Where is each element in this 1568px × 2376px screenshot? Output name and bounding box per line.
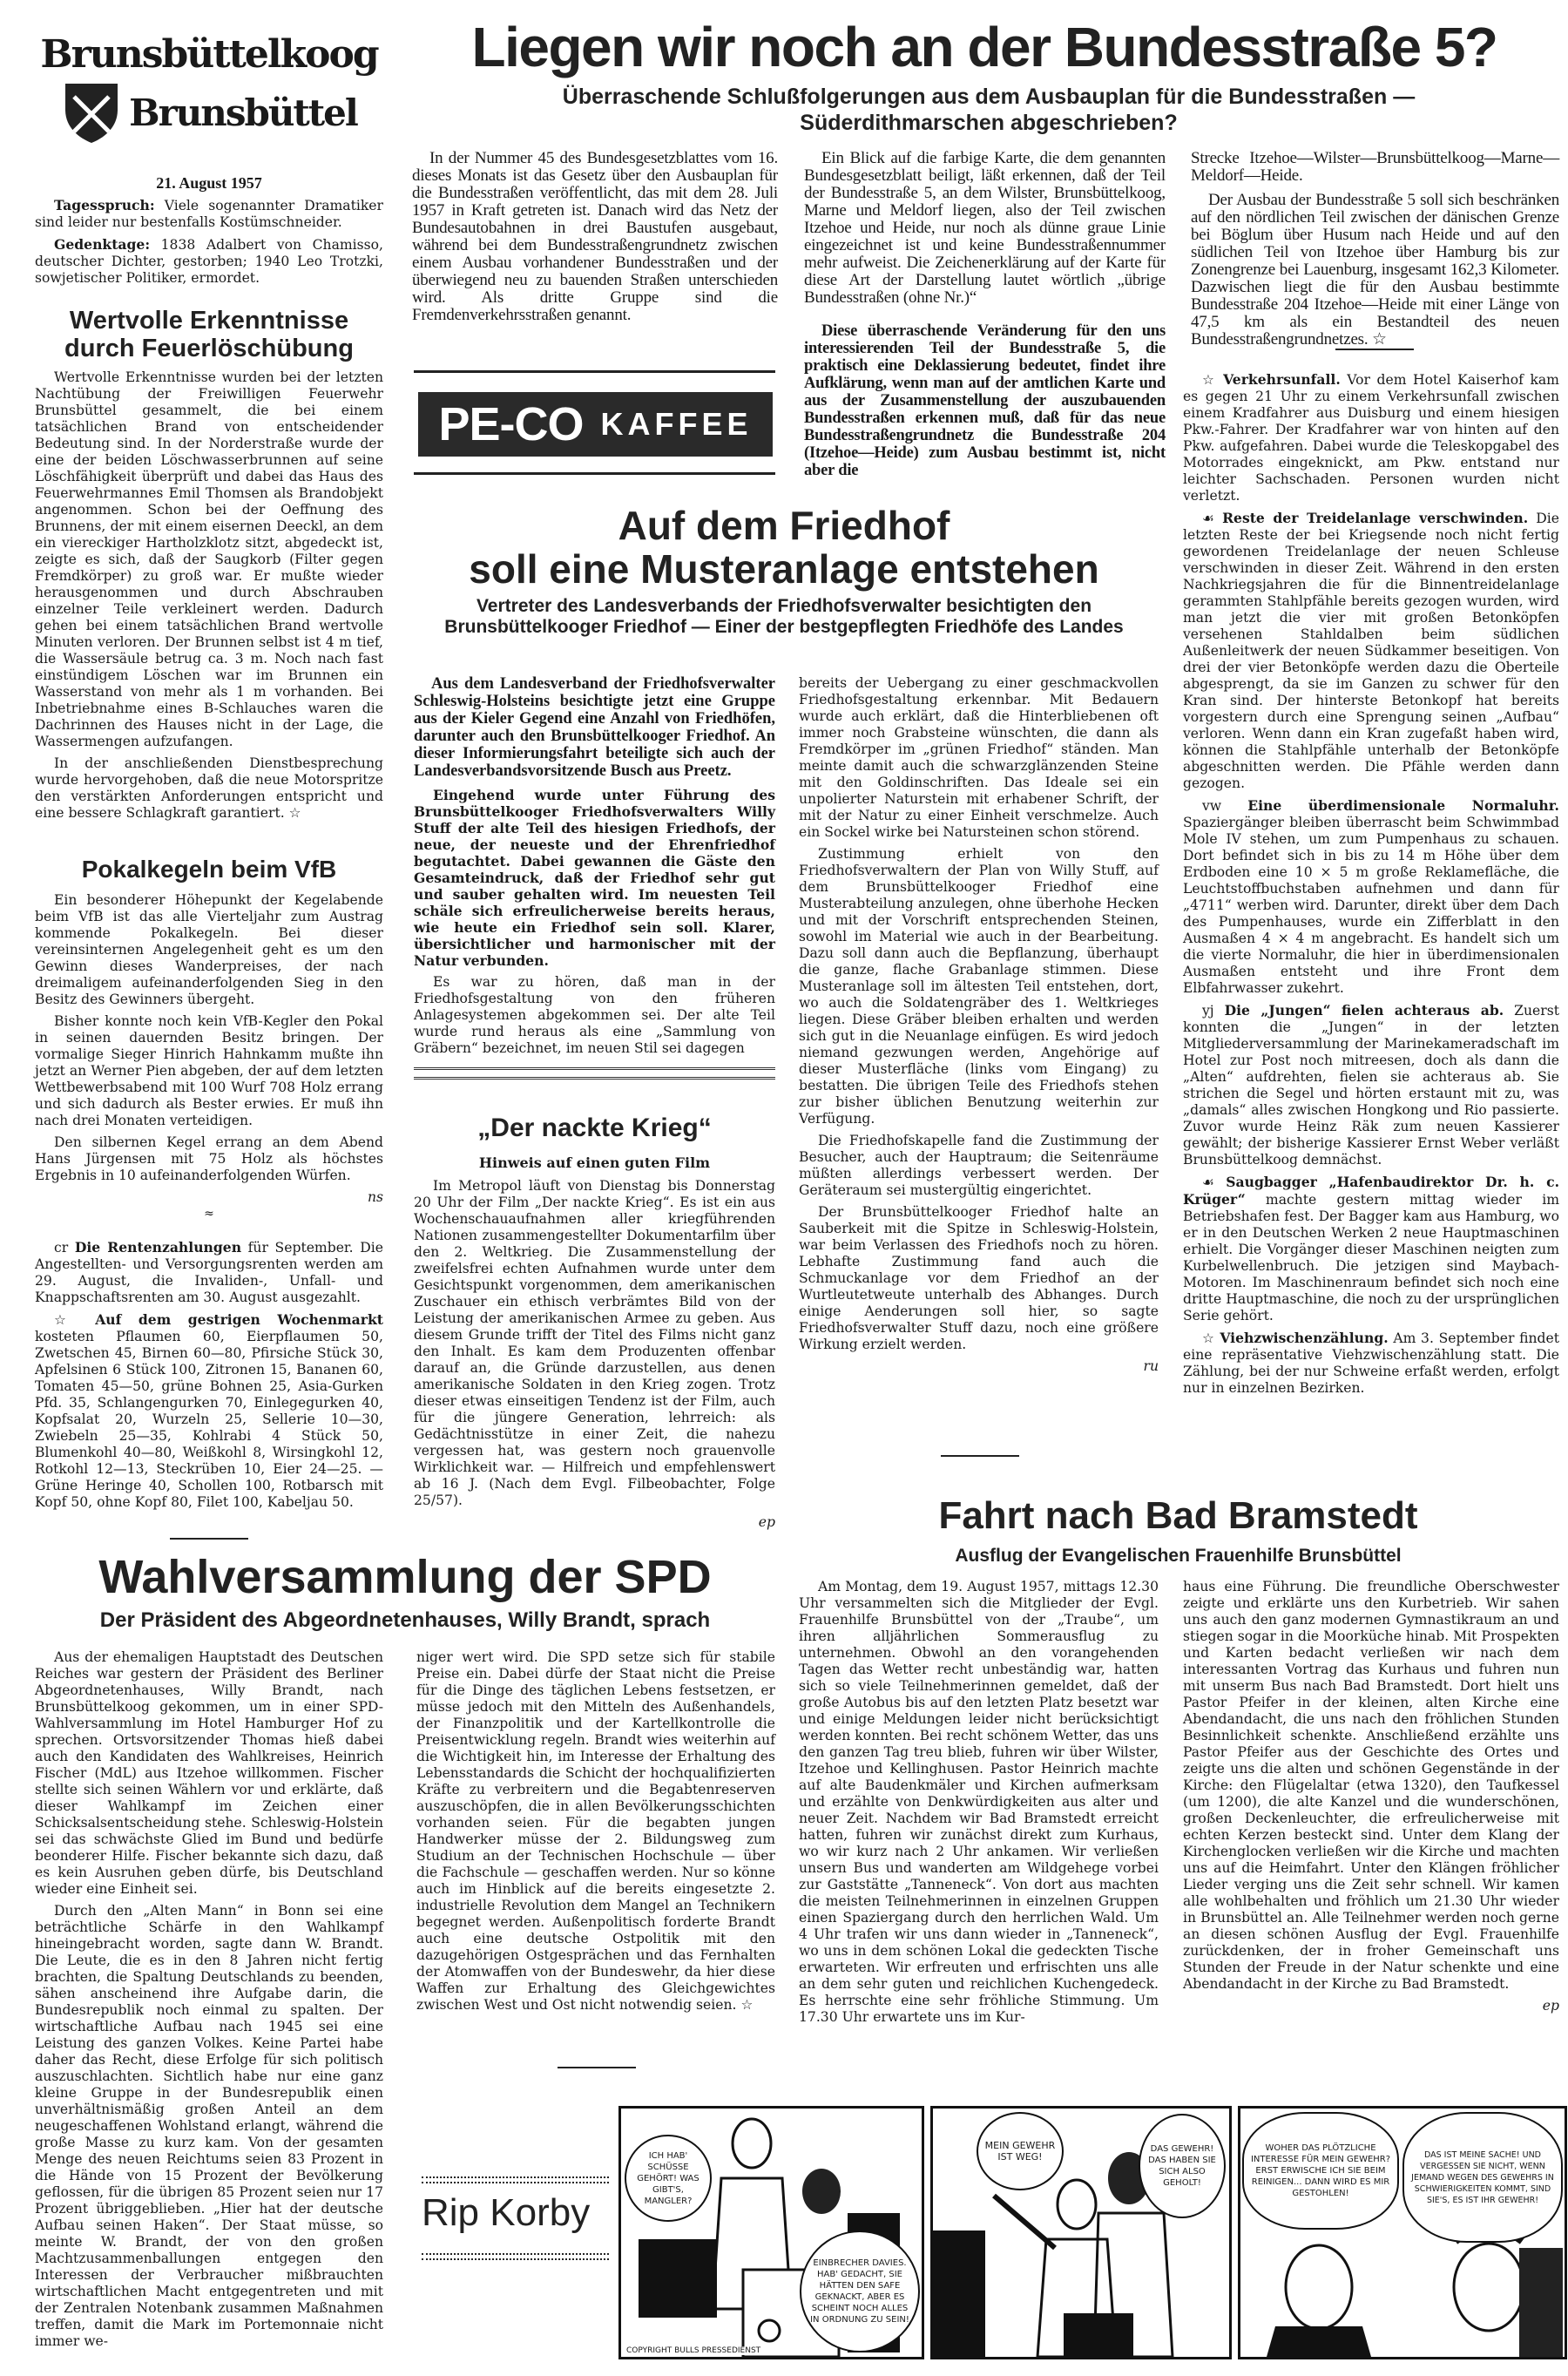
notice-lead: Die Rentenzahlungen	[74, 1239, 242, 1256]
notice-lead: Auf dem gestrigen Wochenmarkt	[95, 1311, 383, 1328]
film-headline: „Der nackte Krieg“	[477, 1114, 712, 1142]
wochenmarkt-notice	[35, 1311, 383, 1511]
notice-prefix: ☆	[1202, 1330, 1215, 1346]
paragraph: Ein besonderer Höhepunkt der Kegelabende beim VfB ist das alle Vierteljahr zum Austrag kommende Pokalkegeln. Bei dieser vereinsinternen Angelegenheit geht es um den Gewinn dieses Wanderpreises, der nach dreimaligem aufeinanderfolgenden Sieg in den Besitz des Gewinners übergeht.	[35, 892, 383, 1007]
local-notice	[1183, 1002, 1559, 1168]
comic-title: Rip Korby	[422, 2191, 591, 2234]
film-article	[414, 1178, 775, 1531]
tagesspruch	[35, 197, 383, 292]
masthead-line1: Brunsbüttelkoog	[40, 32, 378, 77]
film-subheadline: Hinweis auf einen guten Film	[478, 1154, 711, 1171]
notice-lead: Eine überdimensionale Normaluhr.	[1247, 797, 1559, 814]
lead-col-3	[1191, 150, 1559, 355]
paragraph: Der Ausbau der Bundesstraße 5 soll sich beschränken auf den nördlichen Teil zwischen der dänischen Grenze bei Böglum über Husum nach Heide und auf den südlichen Teil von Itzehoe über Hamburg bis zur Zonengrenze bei Lauenburg, insgesamt 162,3 Kilometer. Dazwischen liegt die für den Ausbau bestimmte Bundesstraße 204 Itzehoe—Heide mit einer Länge von 47,5 km als ein Bestandteil des neuen Bundesstraßengrundnetzes. ☆	[1191, 191, 1559, 349]
notice-text: Zuerst konnten die „Jungen“ in der letzten Mitgliederversammlung der Marinekameradschaft im Hotel zur Post noch mitreesen, doch als dann die „Alten“ aufdrehten, fielen sie achteraus ab. Sie strichen die Segel und hörten erstaunt mit zu, was „damals“ alles zwischen Hongkong und Rio passierte. Zuvor wurde Heinz Räk zum neuen Kassierer gewählt; der bisherige Kassierer Ernst Weber verläßt Brunsbüttelkoog demnächst.	[1183, 1003, 1559, 1168]
gedenktage-text: 1838 Adalbert von Chamisso, deutscher Dichter, gestorben; 1940 Leo Trotzki, sowjetischer Politiker, ermordet.	[35, 237, 383, 286]
divider	[941, 1455, 1019, 1457]
coat-of-arms-icon	[61, 79, 122, 146]
headline-line: soll eine Musteranlage entstehen	[469, 546, 1099, 592]
friedhof-headline	[409, 504, 1159, 591]
masthead-logo	[35, 30, 383, 152]
speech-bubble: WOHER DAS PLÖTZLICHE INTERESSE FÜR MEIN GEWEHR? ERST ERWISCHE ICH SIE BEIM REINIGEN... DANN WIRD ES MIR GESTOHLEN!	[1242, 2112, 1399, 2230]
notice-prefix: ☆	[1202, 372, 1217, 388]
paragraph: Eingehend wurde unter Führung des Brunsbüttelkooger Friedhofsverwalters Willy Stuff der alte Teil des hiesigen Friedhofs, der neue, der neueste und der Ehrenfriedhof begutachtet. Dabei gewannen die Gäste den Gesamteindruck, daß der Friedhof sehr gut und sauber gehalten wird. Im neuesten Teil schäle sich erfreulicherweise bereits heraus, wie heute ein Friedhof sein soll. Klarer, übersichtlicher und harmonischer mit der Natur verbunden.	[414, 787, 775, 969]
friedhof-subheadline: Vertreter des Landesverbands der Friedhofsverwalter besichtigten den Brunsbüttelkooger Friedhof — Einer der bestgepflegten Friedhöfe des Landes	[444, 596, 1124, 637]
spd-subheadline: Der Präsident des Abgeordnetenhauses, Willy Brandt, sprach	[99, 1608, 711, 1632]
notice-prefix: yj	[1202, 1003, 1214, 1019]
author-signature: ru	[1143, 1358, 1159, 1374]
bramstedt-subheadline: Ausflug der Evangelischen Frauenhilfe Brunsbüttel	[955, 1546, 1402, 1566]
local-notice	[1183, 797, 1559, 997]
feuerwehr-headline: Wertvolle Erkenntnisse durch Feuerlöschübung	[64, 307, 354, 362]
comic-panel-2	[930, 2106, 1232, 2359]
local-notice	[1183, 1174, 1559, 1324]
paragraph: Zustimmung erhielt von den Friedhofsverwaltern der Plan von Willy Stuff, auf dem Brunsbüttelkooger Friedhof eine Musterabteilung anzulegen, ohne überhohe Hecken und mit der Vorschrift entsprechenden Steinen, sowohl im Material wie auch in der Bearbeitung. Dazu soll dann auch die Bepflanzung, überhaupt die ganze, flache Grabanlage stimmen. Diese Musteranlage soll im ältesten Teil entstehen, dort, wo auch die Soldatengräber des 1. Weltkrieges liegen. Diese Gräber bleiben erhalten und werden sich gut in die Neuanlage einfügen. Es wird jedoch niemand gezwungen werden, Angehörige auf dieser Musterfläche (links vom Eingang) zu bestatten. Die übrigen Teile des Friedhofs stehen zur bisher üblichen Benutzung weiterhin zur Verfügung.	[799, 846, 1159, 1127]
notice-lead: Die „Jungen“ fielen achteraus ab.	[1224, 1002, 1504, 1019]
notice-lead: Reste der Treidelanlage verschwinden.	[1222, 510, 1529, 526]
bramstedt-headline: Fahrt nach Bad Bramstedt	[938, 1494, 1418, 1537]
notice-text: für September. Die Angestellten- und Versorgungsrenten werden am 29. August, die Invaliden-, Unfall- und Knappschaftsrenten am 30. August ausgezahlt.	[35, 1240, 383, 1305]
paragraph: Diese überraschende Veränderung für den uns interessierenden Teil der Bundesstraße 5, die praktisch eine Deklassierung bedeutet, findet ihre Aufklärung, wenn man auf der amtlichen Karte und aus der Zusammenstellung der auszubauenden Bundesstraßen erkennen muß, daß für das neue Bundesstraßengrundnetz die Bundesstraße 204 (Itzehoe—Heide) zum Ausbau bestimmt ist, nicht aber die	[804, 322, 1166, 479]
bramstedt-col-1	[799, 1579, 1159, 2031]
paragraph: Wertvolle Erkenntnisse wurden bei der letzten Nachtübung der Freiwilligen Feuerwehr Brunsbüttel gesammelt, die bei einem tatsächlichen Brand von entscheidender Bedeutung sind. In der Norderstraße wurde der eine der beiden Löschwasserbrunnen auf seine Löschfähigkeit überprüft und dabei das Haus des Feuerwehrmannes Emil Thomsen als Brandobjekt angenommen. Schon bei der Oeffnung des Brunnens, der mit einem eisernen Deeckl, an dem ein viereckiger Hartholzklotz sitzt, abgedeckt ist, zeigte es sich, daß der Saugkorb (Filter gegen Fremdkörper) zu groß war. Er mußte wieder herausgenommen und durch Abschrauben einzelner Teile verkleinert werden. Dadurch gehen bei einem tatsächlichen Brand wertvolle Minuten verloren. Der Brunnen selbst ist 4 m tief, die Wassersäule betrug ca. 3 m. Noch nach fast einstündigem Löschen war im Brunnen ein Wasserstand von mehr als 1 m vorhanden. Bei Inbetriebnahme eines B-Schlauches waren die Dachrinnen des Hauses nicht in der Lage, die Wassermengen aufzufangen.	[35, 369, 383, 749]
paragraph: Im Metropol läuft von Dienstag bis Donnerstag 20 Uhr der Film „Der nackte Krieg“. Es ist ein aus Wochenschauaufnahmen aller kriegführenden Nationen zusammengestellter Dokumentarfilm über den 2. Weltkrieg. Die Zusammenstellung der zweifelsfrei echten Aufnahmen wurde unter dem Gesichtspunkt vorgenommen, dem amerikanischen Zuschauer ein ethisch verbrämtes Bild von der Leistung der amerikanischen Armee zu geben. Aus diesem Grunde trifft der Titel des Films nicht ganz den Inhalt. Es kam dem Produzenten offenbar darauf an, die Gründe darzustellen, aus denen amerikanische Soldaten in den Krieg zogen. Trotz dieser etwas einseitigen Tendenz ist der Film, auch für die jüngere Generation, lehrreich: als Gedächtnisstütze in einer Zeit, die nahezu vergessen hat, was gestern noch grauenvolle Wirklichkeit war. — Hilfreich und empfehlenswert ab 16 J. (Nach dem Evgl. Filbeobachter, Folge 25/57).	[414, 1178, 775, 1508]
local-notice	[1183, 371, 1559, 504]
paragraph: In der Nummer 45 des Bundesgesetzblattes vom 16. dieses Monats ist das Gesetz über den Ausbauplan für die Bundesstraßen veröffentlicht, das mit dem 28. Juli 1957 in Kraft getreten ist. Danach wird das Netz der Bundesautobahnen in drei Baustufen ausgebaut, während bei dem Bundesstraßengrundnetz zwischen einem Ausbau vorhandener Bundesstraßen und der überwiegend neu zu bauenden Straßen unterschieden wird. Als dritte Gruppe sind die Fremdenverkehrsstraßen genannt.	[412, 149, 778, 324]
ad-brand: PE-CO	[438, 398, 584, 450]
peco-kaffee-ad	[418, 392, 773, 457]
issue-date: 21. August 1957	[156, 174, 262, 192]
short-notices-left	[35, 1239, 383, 1516]
lead-col-2	[804, 150, 1166, 486]
comic-ornament-top	[422, 2176, 609, 2183]
tagesspruch-label: Tagesspruch:	[54, 197, 155, 213]
lead-subheadline: Überraschende Schlußfolgerungen aus dem Ausbauplan für die Bundesstraßen — Süderdithmarschen abgeschrieben?	[562, 85, 1416, 135]
notice-prefix: cr	[54, 1240, 69, 1256]
lead-col-1	[412, 150, 778, 331]
paragraph: Strecke Itzehoe—Wilster—Brunsbüttelkoog—Marne—Meldorf—Heide.	[1191, 149, 1559, 185]
notice-text: machte gestern mittag wieder im Betriebshafen fest. Der Bagger kam aus Hamburg, wo er in den Deutschen Werken 2 neue Hauptmaschinen erhielt. Die Vorgänger dieser Maschinen neigten zum Kurbelwellenbruch. Die jetzigen sind Maybach-Motoren. Im Maschinenraum befindet sich noch eine dritte Hauptmaschine, die noch zu der ursprünglichen Serie gehört.	[1183, 1192, 1559, 1323]
author-signature: ns	[367, 1189, 383, 1205]
gedenktage-label: Gedenktage:	[54, 236, 151, 253]
spd-headline: Wahlversammlung der SPD	[98, 1551, 712, 1603]
star-icon: ☆	[54, 1312, 79, 1328]
lead-headline: Liegen wir noch an der Bundesstraße 5?	[471, 16, 1497, 78]
ad-product: KAFFEE	[600, 406, 753, 442]
speech-bubble: EINBRECHER DAVIES. HAB' GEDACHT, SIE HÄTTEN DEN SAFE GEKNACKT, ABER ES SCHEINT NOCH ALLES IN ORDNUNG ZU SEIN!	[800, 2230, 920, 2352]
divider	[1335, 349, 1414, 350]
divider	[170, 1538, 248, 1540]
comic-panel-3	[1238, 2106, 1567, 2359]
comic-copyright: COPYRIGHT BULLS PRESSEDIENST	[626, 2346, 761, 2355]
notice-lead: Saugbagger „Hafenbaudirektor Dr. h. c. Krüger“	[1183, 1174, 1559, 1208]
masthead-line2: Brunsbüttel	[129, 91, 357, 134]
pokal-article	[35, 892, 383, 1222]
paragraph: Aus dem Landesverband der Friedhofsverwalter Schleswig-Holsteins besichtigte jetzt eine Gruppe aus der Kieler Gegend eine Anzahl von Friedhöfen, darunter auch den Brunsbüttelkooger Friedhof. An dieser Informierungsfahrt beteiligte sich auch der Landesverbandsvorsitzende Busch aus Preetz.	[414, 675, 775, 780]
friedhof-col-2	[799, 675, 1159, 1375]
notice-lead: Verkehrsunfall.	[1223, 371, 1341, 388]
tagesspruch-text: Viele sogenannter Dramatiker sind leider nur bestenfalls Kostümschneider.	[35, 198, 383, 230]
author-signature: ep	[1542, 1998, 1559, 2014]
notice-prefix: ☙	[1202, 511, 1214, 526]
paragraph: Ein Blick auf die farbige Karte, die dem genannten Bundesgesetzblatt beiligt, läßt erkennen, daß der Teil der Bundesstraße 5, an dem Wilster, Brunsbüttelkoog, Marne und Meldorf liegen, also der Teil zwischen Itzehoe und Heide, nur noch als dünne graue Linie eingezeichnet ist und keine Bundesstraßennummer mehr aufweist. Die Zeichenerklärung auf der Karte für diese Art der Darstellung lautet wörtlich „übrige Bundesstraßen (ohne Nr.)“	[804, 149, 1166, 307]
comic-panel-1	[618, 2106, 924, 2359]
paragraph: Es war zu hören, daß man in der Friedhofsgestaltung von den früheren Anlagesystemen abgekommen sei. Der alte Teil wurde rund heraus als eine „Sammlung von Gräbern“ bezeichnet, im neuen Stil sei dagegen	[414, 974, 775, 1056]
paragraph: bereits der Uebergang zu einer geschmackvollen Friedhofsgestaltung erkennbar. Mit Bedauern wurde auch erklärt, daß die Hinterbliebenen oft immer noch Grabsteine wünschten, die dann als Fremdkörper im „grünen Friedhof“ ständen. Man meinte damit auch die schwarzglänzenden Steine mit den Goldinschriften. Das Ideale sei ein unpolierter Naturstein mit erhabener Schrift, der mit der Natur zu einer Einheit verschmelze. Auch ein Sockel wirke bei Natursteinen schon störend.	[799, 675, 1159, 840]
speech-bubble: DAS IST MEINE SACHE! UND VERGESSEN SIE NICHT, WENN JEMAND WEGEN DES GEWEHRS IN SCHWIERIGKEITEN KOMMT, SIND SIE'S, ES IST IHR GEWEHR!	[1402, 2112, 1563, 2243]
comic-ornament-bottom	[422, 2253, 609, 2260]
headline-line: Auf dem Friedhof	[618, 503, 950, 548]
notice-lead: Viehzwischenzählung.	[1220, 1330, 1389, 1346]
notice-text: Spaziergänger bleiben überrascht beim Schwimmbad Mole IV stehen, um zum Pumpenhaus zu schauen. Dort befindet sich in bis zu 14 m Höhe über dem Erdboden eine 10 × 5 m große Reklamefläche, die Leuchtstoffbuchstaben aufnehmen und dann für „4711“ werben wird. Darunter, direkt über dem Dach des Pumpenhauses, wurde ein Zifferblatt in den Ausmaßen 4 × 4 m angebracht. Es handelt sich um die vierte Normaluhr, die hier in überdimensionalen Ausmaßen entsteht und ihre Front dem Elbfahrwasser zukehrt.	[1183, 815, 1559, 996]
paragraph: Die Friedhofskapelle fand die Zustimmung der Besucher, auch der Hauptraum; die Seitenräume müßten allerdings verbessert werden. Der Geräteraum sei mustergültig eingerichtet.	[799, 1133, 1159, 1198]
bramstedt-col-2	[1183, 1579, 1559, 2014]
notice-prefix: ☙	[1202, 1174, 1214, 1190]
paragraph: Der Brunsbüttelkooger Friedhof halte an Sauberkeit mit die Spitze in Schleswig-Holstein, war beim Verlassen des Friedhofs noch zu hören. Lebhafte Zustimmung fand auch die Schmuckanlage vor dem Friedhof an der Wurtleutetweute unterhalb des Abhanges. Durch einige Aenderungen soll hier, so sagte Friedhofsverwalter Stuff dazu, noch eine größere Wirkung erzielt werden.	[799, 1204, 1159, 1352]
paragraph: Bisher konnte noch kein VfB-Kegler den Pokal in seinen dauernden Besitz bringen. Der vormalige Sieger Hinrich Hahnkamm mußte ihn jetzt an Werner Pien abgeben, der auf dem letzten Wettbewerbsabend mit 100 Wurf 708 Holz errang und sich dadurch als Bester erwies. Er muß ihn nach drei Monaten verteidigen.	[35, 1013, 383, 1128]
pokal-headline: Pokalkegeln beim VfB	[81, 856, 337, 883]
ornament-divider: ≈	[204, 1207, 214, 1221]
local-notice	[1183, 510, 1559, 792]
paragraph: Aus der ehemaligen Hauptstadt des Deutschen Reiches war gestern der Präsident des Berliner Abgeordnetenhauses, Willy Brandt, nach Brunsbüttelkoog gekommen, um in einer SPD-Wahlversammlung im Hotel Hamburger Hof zu sprechen. Ortsvorsitzender Thomas hieß dabei auch den Kandidaten des Wahlkreises, Heinrich Fischer (MdL) aus Itzehoe willkommen. Fischer stellte sich seinen Wählern vor und erklärte, daß dieser Wahlkampf im Zeichen einer Schicksalsentscheidung stehe. Schleswig-Holstein sei das schwächste Glied im Bund und bedürfe beonderer Hilfe. Fischer bekannte sich dazu, daß es kein Ausruhen geben dürfe, bis Deutschland wieder eine Einheit sei.	[35, 1649, 383, 1897]
ornament-divider	[414, 1067, 775, 1080]
ad-rule-bottom	[414, 472, 775, 475]
author-signature: ep	[758, 1514, 775, 1530]
paragraph: haus eine Führung. Die freundliche Oberschwester zeigte und erklärte uns den Kurbetrieb. Wir sahen uns auch den ganz modernen Gymnastikraum an und stiegen sogar in die Moorküche hinab. Mit Prospekten und Karten bedacht verließen wir nach dem interessanten Vortrag das Kurhaus und fuhren nun mit unserm Bus nach Bad Bramstedt. Dort hielt uns Pastor Pfeifer in der kleinen, alten Kirche eine Abendandacht, die uns nach den fröhlichen Stunden Besinnlichkeit schenkte. Anschließend erzählte uns Pastor Pfeifer aus der Geschichte des Ortes und zeigte uns die alten und schönen Gegenstände in der Kirche: den Flügelaltar (etwa 1320), den Taufkessel (um 1200), die alte Kanzel und die wunderschönen, großen Deckenleuchter, die erfreulicherweise mit echten Kerzen besteckt sind. Unter dem Klang der Kirchenglocken verließen wir die Kirche und machten uns auf die Heimfahrt. Unter den Klängen fröhlicher Lieder verging uns die Zeit sehr schnell. Wir kamen alle wohlbehalten und fröhlich um 21.30 Uhr wieder in Brunsbüttel an. Alle Teilnehmer werden noch gerne an diesen schönen Ausflug der Evgl. Frauenhilfe zurückdenken, der in froher Gemeinschaft uns Stunden der Freude in der Natur schenkte und eine Abendandacht in der Kirche zu Bad Bramstedt.	[1183, 1579, 1559, 1992]
paragraph: Den silbernen Kegel errang an dem Abend Hans Jürgensen mit 75 Holz als höchstes Ergebnis in 10 aufeinanderfolgenden Würfen.	[35, 1134, 383, 1183]
spd-col-2	[416, 1649, 775, 2019]
paragraph: Am Montag, dem 19. August 1957, mittags 12.30 Uhr versammelten sich die Mitglieder der Evgl. Frauenhilfe Brunsbüttel von der „Traube“, um ihren alljährlichen Sommerausflug zu unternehmen. Obwohl an den vorangehenden Tagen das Wetter recht unbeständig war, hatten sich so viele Teilnehmerinnen gemeldet, daß der große Autobus bis auf den letzten Platz besetzt war und einige Meldungen leider nicht berücksichtigt werden konnten. Bei recht schönem Wetter, das uns den ganzen Tag treu blieb, fuhren wir über Wilster, Itzehoe und Kellinghusen. Pastor Heinrich machte auf alte Baudenkmäler und Kirchen aufmerksam und erzählte von Denkwürdigkeiten aus alter und neuer Zeit. Nachdem wir Bad Bramstedt erreicht hatten, fuhren wir zunächst direkt zum Kurhaus, wo wir kurz nach 2 Uhr ankamen. Wir verließen unsern Bus und wanderten am Wildgehege vorbei zur Gaststätte „Tanneneck“. Von dort aus machten die meisten Teilnehmerinnen in einzelnen Gruppen einen Spaziergang durch den herrlichen Wald. Um 4 Uhr trafen wir uns dann wieder in „Tanneneck“, wo uns in dem schönen Lokal die gedeckten Tische erwarteten. Wir erfreuten und erfrischten uns alle an dem sehr guten und reichlichen Kuchengedeck. Es herrschte eine sehr fröhliche Stimmung. Um 17.30 Uhr erwartete uns im Kur-	[799, 1579, 1159, 2025]
ad-rule-top	[414, 370, 775, 373]
friedhof-col-1	[414, 675, 775, 1080]
speech-bubble: DAS GEWEHR! DAS HABEN SIE SICH ALSO GEHOLT!	[1139, 2114, 1226, 2218]
notice-text: kosteten Pflaumen 60, Eierpflaumen 50, Zwetschen 45, Birnen 60—80, Pfirsiche Stück 30, Apfelsinen 6 Stück 100, Zitronen 15, Bananen 60, Tomaten 45—50, grüne Bohnen 25, Asia-Gurken Pfd. 35, Schlangengurken 70, Einlegegurken 40, Kopfsalat 20, Wurzeln 25, Sellerie 10—30, Zwiebeln 25—35, Kohlrabi 4 Stück 50, Blumenkohl 40—80, Weißkohl 8, Wirsingkohl 12, Rotkohl 12—13, Steckrüben 10, Eier 24—25. — Grüne Heringe 40, Schollen 100, Rotbarsch mit Kopf 50, ohne Kopf 80, Filet 100, Kabeljau 50.	[35, 1329, 383, 1510]
paragraph: niger wert wird. Die SPD setze sich für stabile Preise ein. Dabei dürfe der Staat nicht die Preise für die Dinge des täglichen Lebens festsetzen, er müsse jedoch mit den Mitteln des Außenhandels, der Finanzpolitik und der Kartellkontrolle die Preisentwicklung regeln. Brandt wies weiterhin auf die Wichtigkeit hin, im Interesse der Erhaltung des Lebensstandards die Schicht der hochqualifizierten Kräfte zu verbreitern und die Begabtenreserven auszuschöpfen, die in allen Bevölkerungsschichten vorhanden seien. Für die begabten jungen Handwerker müsse der 2. Bildungsweg zum Studium an der Technischen Hochschule — über die Fachschule — geschaffen werden. Nur so könne auch im Hinblick auf die bereits eingesetzte 2. industrielle Revolution dem Mangel an Technikern begegnet werden. Außenpolitisch forderte Brandt auch eine deutsche Ostpolitik mit den dazugehörigen Ostgesprächen und das Fernhalten der Atomwaffen von der Bundeswehr, da hier diese Waffen zur Erhaltung des Gleichgewichtes zwischen West und Ost nicht notwendig seien. ☆	[416, 1649, 775, 2013]
spd-col-1	[35, 1649, 383, 2355]
paragraph: Durch den „Alten Mann“ in Bonn sei eine beträchtliche Schärfe in den Wahlkampf hineingebracht worden, sagte dann W. Brandt. Die Leute, die es in den 8 Jahren nicht fertig brachten, die Spaltung Deutschlands zu beenden, sähen anscheinend ihre Aufgabe darin, die Bundesrepublik noch einmal zu spalten. Der wirtschaftliche Aufbau nach 1945 sei eine Leistung des ganzen Volkes. Keine Partei habe daher das Recht, diese Erfolge für sich politisch auszuschlachten. Sichtlich habe nur eine ganz kleine Gruppe in der Bundesrepublik einen unverhältnismäßig großen Anteil an dem neugeschaffenen Wohlstand erlangt, während die große Masse zu kurz kam. Von der gesamten Menge des neuen Reichtums seien 83 Prozent in die Hände von 15 Prozent der Bevölkerung geflossen, für die übrigen 85 Prozent seien nur 17 Prozent übriggeblieben. „Hier hat der deutsche Aufbau seinen Haken“. Der Staat müsse, so meinte W. Brandt, der von den großen Machtzusammenballungen entgegen den Interessen der Verbraucher mißbrauchten wirtschaftlichen Macht entgegentreten und mit der Zentralen Notenbank zusammen Maßnahmen treffen, damit die Mark im Portemonnaie nicht immer we-	[35, 1903, 383, 2349]
paragraph: In der anschließenden Dienstbesprechung wurde hervorgehoben, daß die neue Motorspritze den verstärkten Anforderungen entspricht und eine bessere Schlagkraft garantiert. ☆	[35, 755, 383, 821]
notice-text: Vor dem Hotel Kaiserhof kam es gegen 21 Uhr zu einem Verkehrsunfall zwischen einem Kradfahrer aus Duisburg und einem hiesigen Pkw.-Fahrer. Der Kradfahrer war von hinten auf den Pkw. aufgefahren. Dabei wurde die Teleskopgabel des Motorrades eingeknickt, am Pkw. entstand nur leichter Sachschaden. Personen wurden nicht verletzt.	[1183, 372, 1559, 504]
local-notices	[1183, 371, 1559, 1402]
feuerwehr-article	[35, 369, 383, 827]
notice-text: Die letzten Reste der bei Kriegsende noch nicht fertig gewordenen Treidelanlage der neuen Schleuse verschwinden in dieser Zeit. Während in den ersten Nachkriegsjahren die für die Binnentreidelanlage gerammten Stahlpfähle bereits gezogen wurden, wird man jetzt die vier mit großen Betonköpfen versehenen Stahldalben beim südlichen Außenleitwerk der neuen Südkammer beseitigen. Von drei der vier Betonköpfe werden dazu die Oberteile abgesprengt, da sie im Ganzen zu schwer für den Kran sind. Der hinterste Betonkopf hat bereits vorgestern durch eine Sprengung seinen „Aufbau“ verloren. Wenn dann ein Kran zugefaßt haben wird, können die Stahlpfähle unterhalb der Betonköpfe abgeschnitten werden. Die Pfähle werden dann gezogen.	[1183, 511, 1559, 791]
speech-bubble: MEIN GEWEHR IST WEG!	[977, 2112, 1064, 2190]
local-notice	[1183, 1330, 1559, 1397]
notice-text: Am 3. September findet eine repräsentative Viehzwischenzählung statt. Die Zählung, bei der nur Schweine erfaßt werden, erfolgt nur in einzelnen Bezirken.	[1183, 1330, 1560, 1396]
divider	[558, 2067, 636, 2068]
speech-bubble: ICH HAB' SCHÜSSE GEHÖRT! WAS GIBT'S, MANGLER?	[625, 2135, 712, 2222]
notice-prefix: vw	[1202, 798, 1222, 814]
renten-notice	[35, 1239, 383, 1306]
